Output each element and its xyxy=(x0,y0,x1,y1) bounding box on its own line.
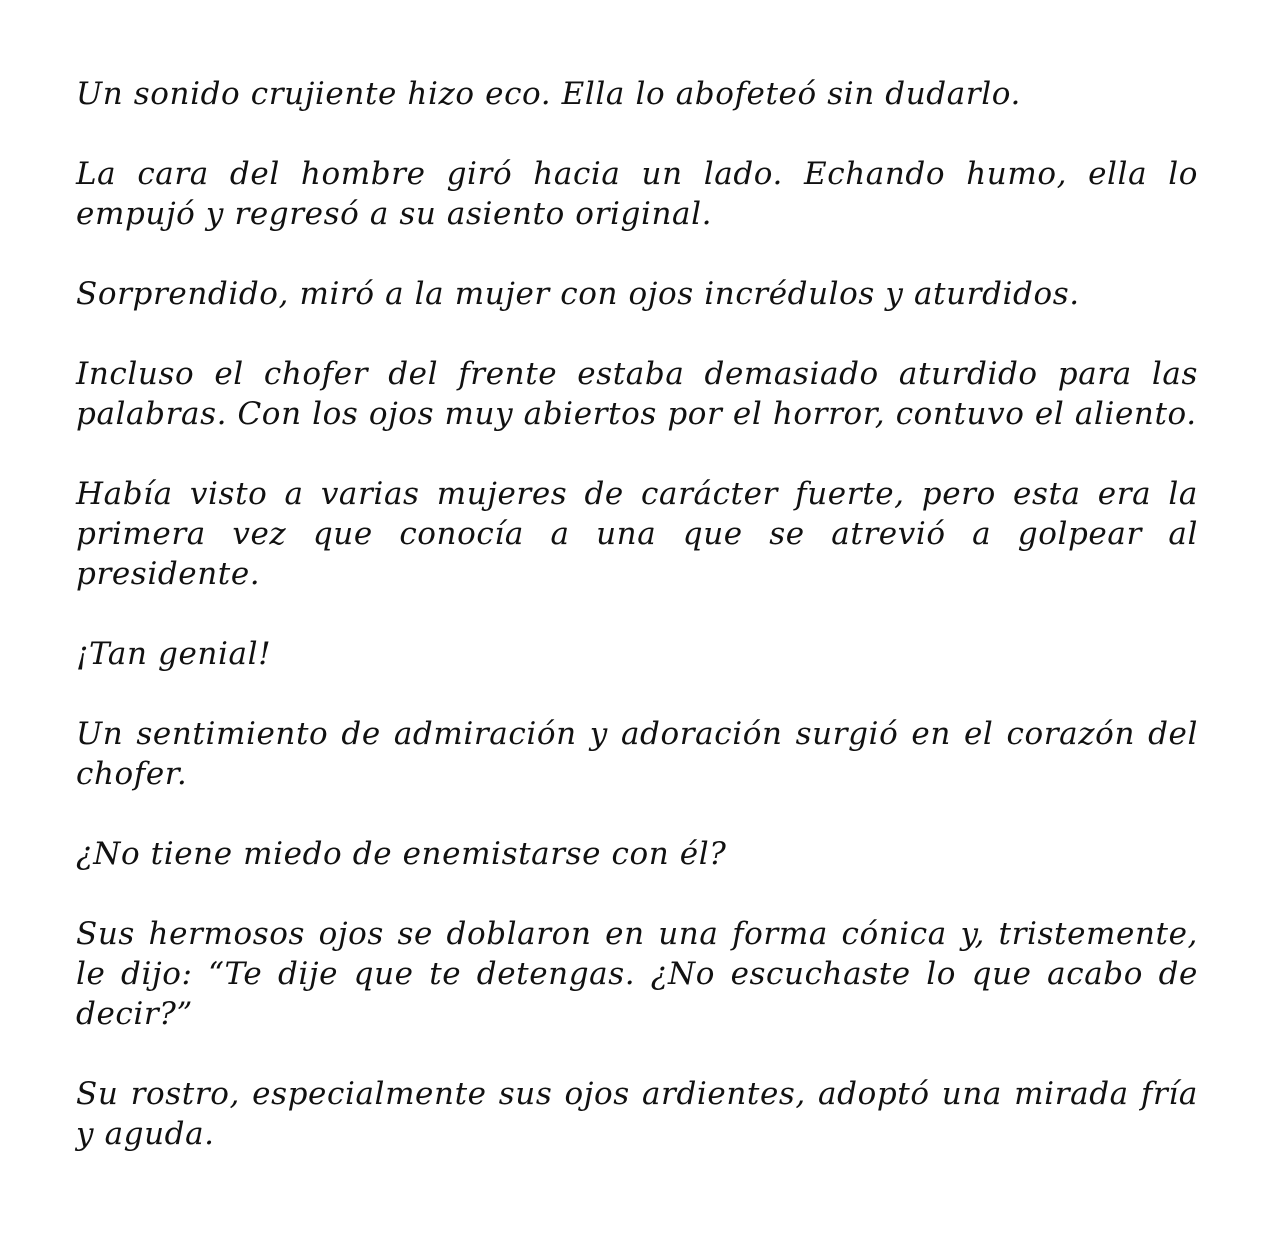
paragraph: Había visto a varias mujeres de carácter fuerte, pero esta era la primera vez que conocía a una que se atrevió a golpear al presidente. xyxy=(76,476,1198,592)
paragraph: Incluso el chofer del frente estaba demasiado aturdido para las palabras. Con los ojos muy abiertos por el horror, contuvo el aliento. xyxy=(76,356,1198,432)
document-body xyxy=(76,74,1198,1194)
paragraph: ¿No tiene miedo de enemistarse con él? xyxy=(76,836,727,872)
paragraph: Un sonido crujiente hizo eco. Ella lo abofeteó sin dudarlo. xyxy=(76,76,1021,112)
paragraph: Sorprendido, miró a la mujer con ojos incrédulos y aturdidos. xyxy=(76,276,1080,312)
paragraph: Su rostro, especialmente sus ojos ardientes, adoptó una mirada fría y aguda. xyxy=(76,1076,1198,1152)
paragraph: ¡Tan genial! xyxy=(76,636,272,672)
paragraph: Sus hermosos ojos se doblaron en una forma cónica y, tristemente, le dijo: “Te dije que te detengas. ¿No escuchaste lo que acabo de decir?” xyxy=(76,916,1198,1032)
paragraph: La cara del hombre giró hacia un lado. Echando humo, ella lo empujó y regresó a su asiento original. xyxy=(76,156,1198,232)
paragraph: Un sentimiento de admiración y adoración surgió en el corazón del chofer. xyxy=(76,716,1198,792)
